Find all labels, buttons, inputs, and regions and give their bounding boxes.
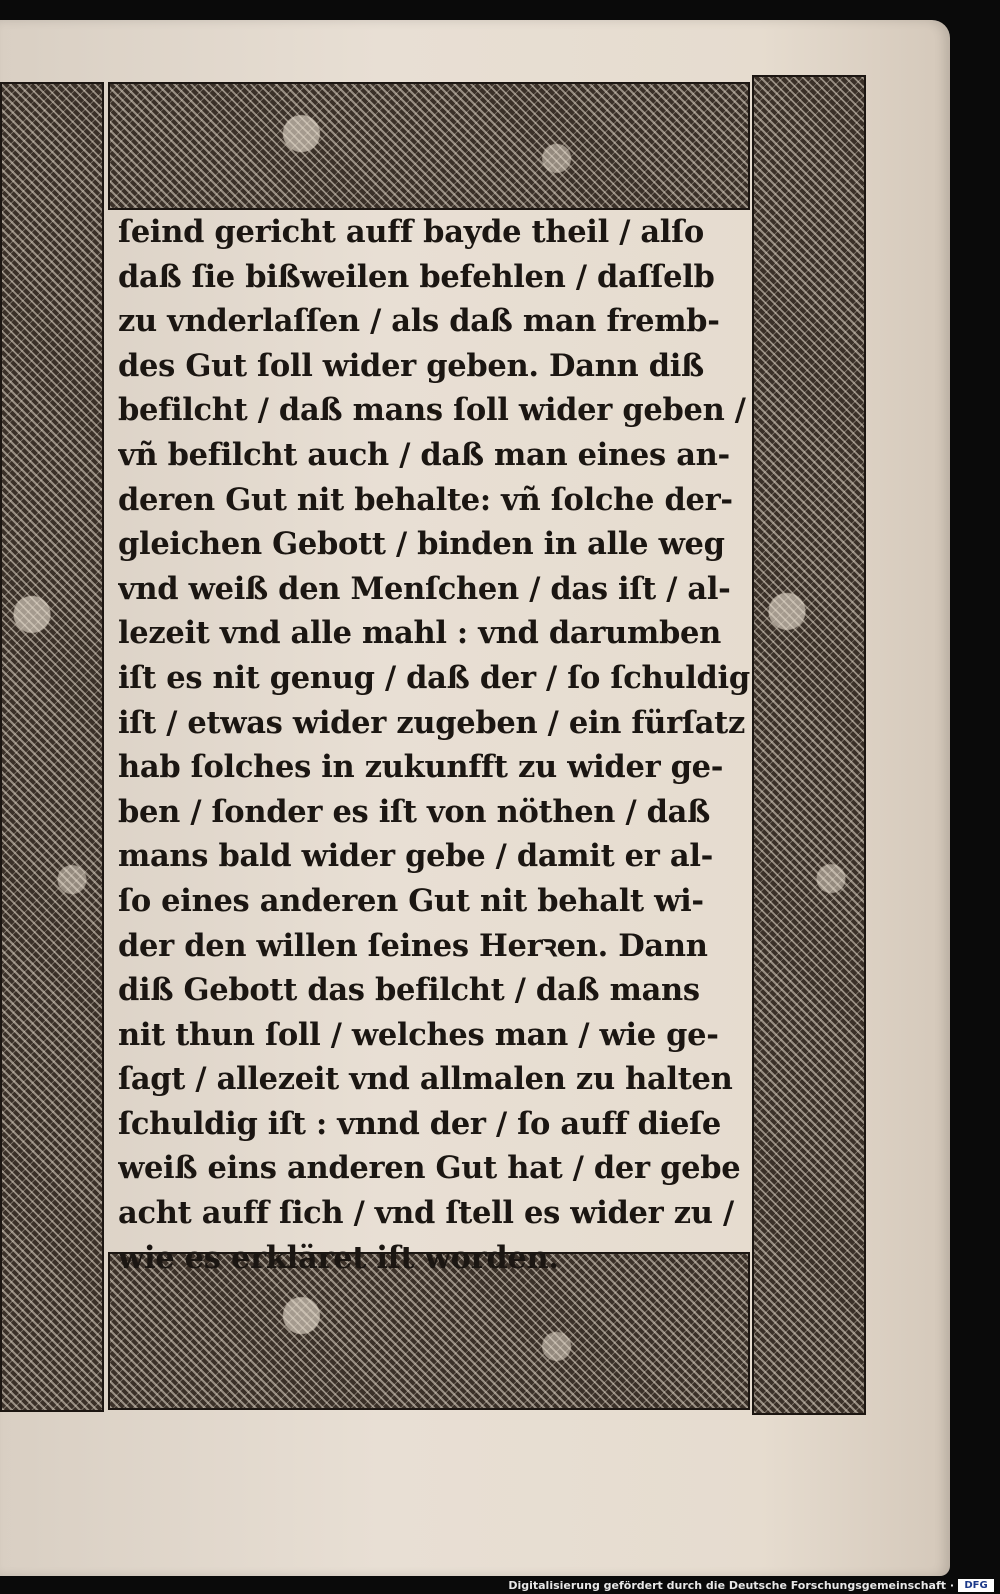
text-line: nit thun ſoll / welches man / wie ge- bbox=[118, 1016, 719, 1053]
text-line: ſo eines anderen Gut nit behalt wi- bbox=[118, 882, 704, 919]
text-line: vnd weiß den Menſchen / das iſt / al- bbox=[118, 570, 731, 607]
text-line: daß ſie bißweilen befehlen / daſſelb bbox=[118, 258, 715, 295]
text-line: befilcht / daß mans ſoll wider geben / bbox=[118, 392, 746, 429]
text-line: acht auff ſich / vnd ſtell es wider zu / bbox=[118, 1195, 734, 1232]
text-line: des Gut ſoll wider geben. Dann diß bbox=[118, 347, 704, 384]
text-line: gleichen Gebott / binden in alle weg bbox=[118, 526, 725, 563]
text-line: lezeit vnd alle mahl : vnd darumben bbox=[118, 615, 721, 652]
woodcut-border-right bbox=[752, 75, 866, 1415]
dfg-logo: DFG bbox=[958, 1579, 994, 1592]
text-line: zu vnderlaſſen / als daß man fremb- bbox=[118, 303, 720, 340]
text-line: ben / ſonder es iſt von nöthen / daß bbox=[118, 793, 711, 830]
text-line: ſeind gericht auff bayde theil / alſo bbox=[118, 214, 704, 250]
text-line: deren Gut nit behalte: vñ ſolche der- bbox=[118, 481, 733, 518]
funding-notice: Digitalisierung gefördert durch die Deutsche Forschungsgemeinschaft · bbox=[508, 1579, 954, 1592]
text-line: ſchuldig iſt : vnnd der / ſo auff dieſe bbox=[118, 1105, 721, 1142]
text-line: diß Gebott das befilcht / daß mans bbox=[118, 972, 700, 1009]
text-line: wie es erkläret iſt worden. bbox=[118, 1239, 559, 1276]
text-line: weiß eins anderen Gut hat / der gebe bbox=[118, 1150, 741, 1187]
woodcut-border-top bbox=[108, 82, 750, 210]
text-line: iſt es nit genug / daß der / ſo ſchuldig bbox=[118, 659, 750, 696]
text-line: vñ befilcht auch / daß man eines an- bbox=[118, 436, 730, 473]
woodcut-border-left bbox=[0, 82, 104, 1412]
text-line: der den willen ſeines Herꝛen. Dann bbox=[118, 927, 708, 964]
footer-bar bbox=[0, 1576, 1000, 1594]
text-line: iſt / etwas wider zugeben / ein fürſatz bbox=[118, 704, 745, 741]
book-page bbox=[0, 20, 950, 1576]
page-text bbox=[118, 210, 750, 1280]
text-line: ſagt / allezeit vnd allmalen zu halten bbox=[118, 1061, 733, 1098]
text-line: mans bald wider gebe / damit er al- bbox=[118, 838, 713, 875]
text-line: hab ſolches in zukunfft zu wider ge- bbox=[118, 749, 724, 786]
